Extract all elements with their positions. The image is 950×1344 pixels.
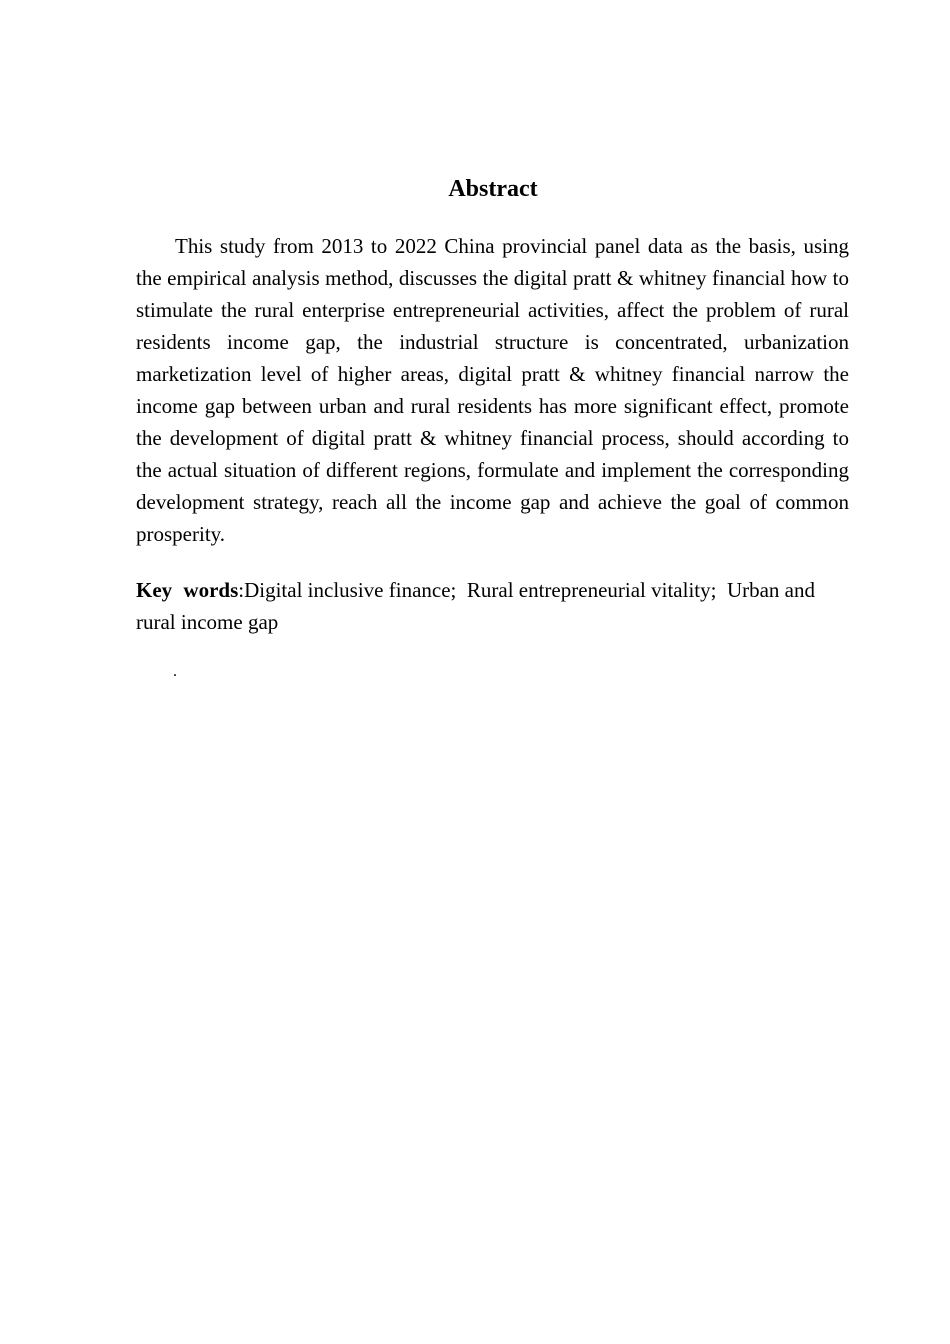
keywords-colon: : (238, 578, 245, 602)
keyword-item: Rural entrepreneurial vitality; (466, 578, 717, 602)
abstract-paragraph: This study from 2013 to 2022 China provincial panel data as the basis, using the empirical analysis method, discusses the digital pratt & whitney financial how to stimulate the rural enterprise entrepreneurial activities, affect the problem of rural residents income gap, the industrial structure is concentrated, urbanization marketization level of higher areas, digital pratt & whitney financial narrow the income gap between urban and rural residents has more significant effect, promote the development of digital pratt & whitney financial process, should according to the actual situation of different regions, formulate and implement the corresponding development strategy, reach all the income gap and achieve the goal of common prosperity. (136, 234, 849, 546)
trailing-mark: . (173, 663, 177, 680)
keyword-item: Urban and rural income gap (136, 578, 816, 634)
keywords-label: Key words (136, 578, 239, 602)
keyword-item: Digital inclusive finance; (244, 578, 457, 602)
keywords-line (136, 574, 836, 638)
abstract-title: Abstract (448, 176, 538, 202)
